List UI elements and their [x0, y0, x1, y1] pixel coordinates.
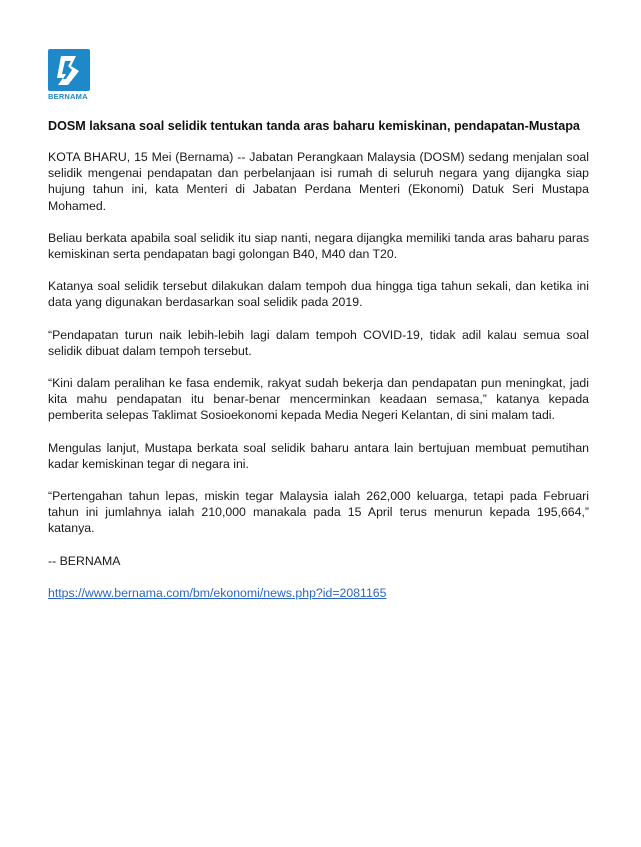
article-headline: DOSM laksana soal selidik tentukan tanda aras baharu kemiskinan, pendapatan-Mustapa — [48, 119, 580, 133]
bernama-logo-text: BERNAMA — [48, 92, 88, 101]
bernama-logo-icon — [48, 49, 90, 91]
article-signoff: -- BERNAMA — [48, 553, 121, 568]
source-link[interactable]: https://www.bernama.com/bm/ekonomi/news.php?id=2081165 — [48, 585, 387, 600]
article-paragraph: Beliau berkata apabila soal selidik itu siap nanti, negara dijangka memiliki tanda aras baharu paras kemiskinan serta pendapatan bagi golongan B40, M40 dan T20. — [48, 230, 589, 262]
article-paragraph: KOTA BHARU, 15 Mei (Bernama) -- Jabatan Perangkaan Malaysia (DOSM) sedang menjalan soal selidik mengenai pendapatan dan perbelanjaan isi rumah di seluruh negara yang dijangka siap hujung tahun ini, kata Menteri di Jabatan Perdana Menteri (Ekonomi) Datuk Seri Mustapa Mohamed. — [48, 150, 589, 213]
article-paragraph: Katanya soal selidik tersebut dilakukan dalam tempoh dua hingga tiga tahun sekali, dan ketika ini data yang digunakan berdasarkan soal selidik pada 2019. — [48, 279, 589, 310]
source-link-row — [48, 585, 589, 601]
bernama-logo — [48, 49, 90, 101]
article-paragraph: Mengulas lanjut, Mustapa berkata soal selidik baharu antara lain bertujuan membuat pemutihan kadar kemiskinan tegar di negara ini. — [48, 440, 589, 471]
article-body — [48, 149, 589, 617]
article-paragraph: “Pertengahan tahun lepas, miskin tegar Malaysia ialah 262,000 keluarga, tetapi pada Februari tahun ini jumlahnya ialah 210,000 manakala pada 15 April terus menurun kepada 195,664,” katanya. — [48, 489, 589, 536]
article-paragraph: “Pendapatan turun naik lebih-lebih lagi dalam tempoh COVID-19, tidak adil kalau semua soal selidik dibuat dalam tempoh tersebut. — [48, 327, 589, 358]
article-paragraph: “Kini dalam peralihan ke fasa endemik, rakyat sudah bekerja dan pendapatan pun meningkat, jadi kita mahu pendapatan itu benar-benar mencerminkan keadaan semasa,” katanya kepada pemberita selepas Taklimat Sosioekonomi kepada Media Negeri Kelantan, di sini malam tadi. — [48, 376, 589, 423]
